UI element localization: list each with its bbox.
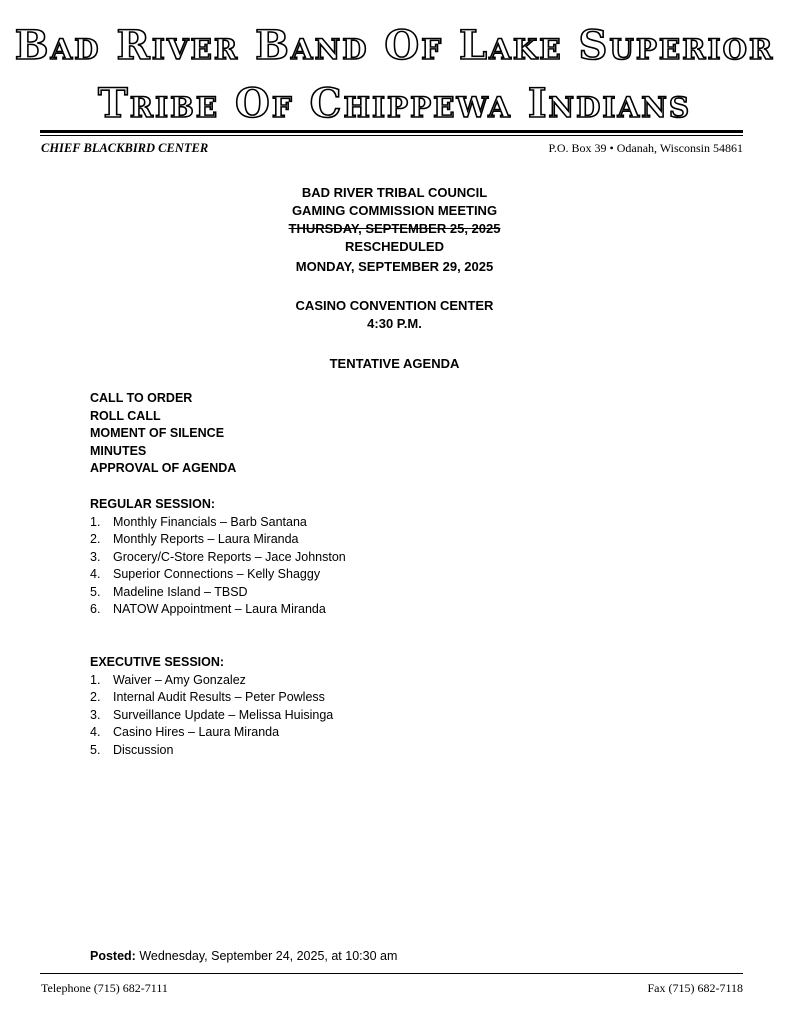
original-date <box>0 220 789 238</box>
center-name: CHIEF BLACKBIRD CENTER <box>41 141 209 155</box>
posted-label: Posted: <box>90 949 136 963</box>
original-date-struck: THURSDAY, SEPTEMBER 25, 2025 <box>288 221 501 236</box>
opening-items <box>90 390 236 478</box>
new-meeting-date: MONDAY, SEPTEMBER 29, 2025 <box>295 259 494 274</box>
letterhead-title-line-2: Tribe Of Chippewa Indians <box>97 80 692 127</box>
fax-number: Fax (715) 682-7118 <box>647 981 743 995</box>
list-item: 1. Monthly Financials – Barb Santana <box>90 514 307 529</box>
meeting-time: 4:30 P.M. <box>367 316 422 331</box>
meeting-title: GAMING COMMISSION MEETING <box>291 203 498 218</box>
list-item: 5. Madeline Island – TBSD <box>90 584 248 599</box>
opening-item: CALL TO ORDER <box>90 391 193 405</box>
list-item: 4. Superior Connections – Kelly Shaggy <box>90 567 321 581</box>
council-name: BAD RIVER TRIBAL COUNCIL <box>301 185 488 200</box>
executive-session <box>90 654 333 759</box>
executive-session-heading: EXECUTIVE SESSION: <box>90 655 225 669</box>
opening-item: ROLL CALL <box>90 408 161 423</box>
regular-session-list <box>90 514 346 619</box>
list-item: 1. Waiver – Amy Gonzalez <box>90 672 246 687</box>
list-item: 2. Monthly Reports – Laura Miranda <box>90 532 299 546</box>
footer-rule <box>40 973 743 974</box>
telephone-number: Telephone (715) 682-7111 <box>41 981 168 995</box>
mailing-address: P.O. Box 39 • Odanah, Wisconsin 54861 <box>548 141 743 155</box>
list-item: 3. Surveillance Update – Melissa Huisinga <box>90 707 334 722</box>
list-item: 2. Internal Audit Results – Peter Powless <box>90 690 325 704</box>
posted-notice <box>90 949 397 963</box>
rescheduled-label: RESCHEDULED <box>345 239 444 254</box>
list-item: 3. Grocery/C-Store Reports – Jace Johnston <box>90 549 346 564</box>
letterhead-rule-thin <box>40 135 743 136</box>
regular-session <box>90 496 346 619</box>
posted-datetime: Wednesday, September 24, 2025, at 10:30 am <box>135 949 398 963</box>
opening-item: MINUTES <box>90 443 147 458</box>
opening-item: APPROVAL OF AGENDA <box>90 461 237 475</box>
opening-item: MOMENT OF SILENCE <box>90 426 225 440</box>
agenda-title: TENTATIVE AGENDA <box>329 356 460 371</box>
regular-session-heading: REGULAR SESSION: <box>90 497 216 511</box>
letterhead-title-line-1: Bad River Band Of Lake Superior <box>14 22 775 69</box>
letterhead-rule-thick <box>40 130 743 133</box>
list-item: 4. Casino Hires – Laura Miranda <box>90 725 280 739</box>
list-item: 6. NATOW Appointment – Laura Miranda <box>90 602 326 616</box>
list-item: 5. Discussion <box>90 742 174 757</box>
meeting-location: CASINO CONVENTION CENTER <box>295 298 494 313</box>
executive-session-list <box>90 672 333 760</box>
